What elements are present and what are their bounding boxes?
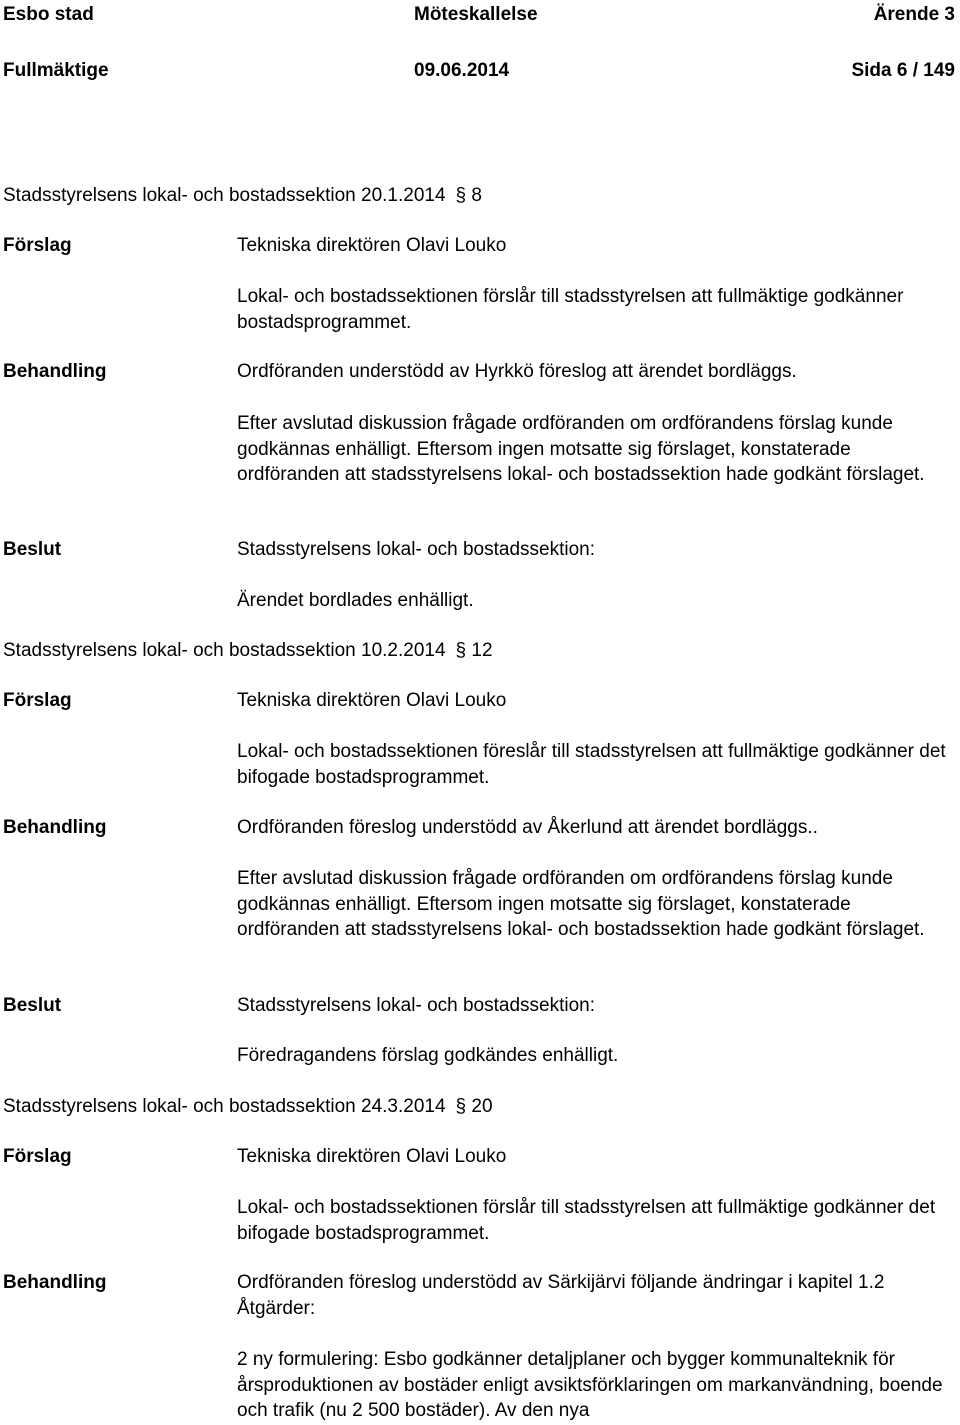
section-heading <box>3 1094 493 1120</box>
document-header-row-2 <box>3 56 955 86</box>
header-page-number: Sida 6 / 149 <box>851 60 955 81</box>
section-mark: § 12 <box>455 640 493 661</box>
behandling-label: Behandling <box>3 361 107 382</box>
forslag-author: Tekniska direktören Olavi Louko <box>237 1146 507 1167</box>
forslag-label: Förslag <box>3 235 72 256</box>
behandling-paragraph-2: 2 ny formulering: Esbo godkänner detaljplaner och bygger kommunalteknik för årsproduktionen av bostäder enligt avsiktsförklaringen om markanvändning, boende och trafik (nu 2 500 bostäder). Av den nya <box>237 1349 943 1421</box>
header-body: Fullmäktige <box>3 60 109 81</box>
behandling-label: Behandling <box>3 817 107 838</box>
behandling-paragraph-1: Ordföranden föreslog understödd av Åkerlund att ärendet bordläggs.. <box>237 817 818 838</box>
forslag-text: Lokal- och bostadssektionen förslår till stadsstyrelsen att fullmäktige godkänner det bifogade bostadsprogrammet. <box>237 1197 936 1244</box>
behandling-paragraph-2: Efter avslutad diskussion frågade ordföranden om ordförandens förslag kunde godkännas enhälligt. Eftersom ingen motsatte sig förslaget, konstaterade ordföranden att stadsstyrelsens lokal- och bostadssektion hade godkänt förslaget. <box>237 413 925 485</box>
forslag-author: Tekniska direktören Olavi Louko <box>237 235 507 256</box>
header-date: 09.06.2014 <box>414 60 510 81</box>
section-heading-text: Stadsstyrelsens lokal- och bostadssektion 24.3.2014 <box>3 1096 446 1117</box>
section-heading <box>3 638 493 664</box>
forslag-text: Lokal- och bostadssektionen föreslår till stadsstyrelsen att fullmäktige godkänner det bifogade bostadsprogrammet. <box>237 741 946 788</box>
beslut-label: Beslut <box>3 995 62 1016</box>
behandling-paragraph-1: Ordföranden understödd av Hyrkkö föreslog att ärendet bordläggs. <box>237 361 797 382</box>
forslag-author: Tekniska direktören Olavi Louko <box>237 690 507 711</box>
beslut-author: Stadsstyrelsens lokal- och bostadssektion: <box>237 539 596 560</box>
behandling-label: Behandling <box>3 1272 107 1293</box>
section-mark: § 8 <box>455 185 482 206</box>
section-mark: § 20 <box>455 1096 493 1117</box>
beslut-author: Stadsstyrelsens lokal- och bostadssektion: <box>237 995 596 1016</box>
forslag-text: Lokal- och bostadssektionen förslår till stadsstyrelsen att fullmäktige godkänner bostadsprogrammet. <box>237 286 904 333</box>
behandling-paragraph-2: Efter avslutad diskussion frågade ordföranden om ordförandens förslag kunde godkännas enhälligt. Eftersom ingen motsatte sig förslaget, konstaterade ordföranden att stadsstyrelsens lokal- och bostadssektion hade godkänt förslaget. <box>237 868 925 940</box>
beslut-text: Föredragandens förslag godkändes enhälligt. <box>237 1045 619 1066</box>
forslag-label: Förslag <box>3 690 72 711</box>
header-doc-type: Möteskallelse <box>414 4 538 25</box>
beslut-label: Beslut <box>3 539 62 560</box>
section-heading <box>3 183 482 209</box>
document-header-row-1 <box>3 0 955 30</box>
header-org: Esbo stad <box>3 4 94 25</box>
behandling-paragraph-1: Ordföranden föreslog understödd av Särkijärvi följande ändringar i kapitel 1.2 Åtgärder: <box>237 1272 885 1319</box>
forslag-label: Förslag <box>3 1146 72 1167</box>
section-heading-text: Stadsstyrelsens lokal- och bostadssektion 10.2.2014 <box>3 640 446 661</box>
beslut-text: Ärendet bordlades enhälligt. <box>237 590 474 611</box>
section-heading-text: Stadsstyrelsens lokal- och bostadssektion 20.1.2014 <box>3 185 446 206</box>
header-item: Ärende 3 <box>873 4 955 25</box>
